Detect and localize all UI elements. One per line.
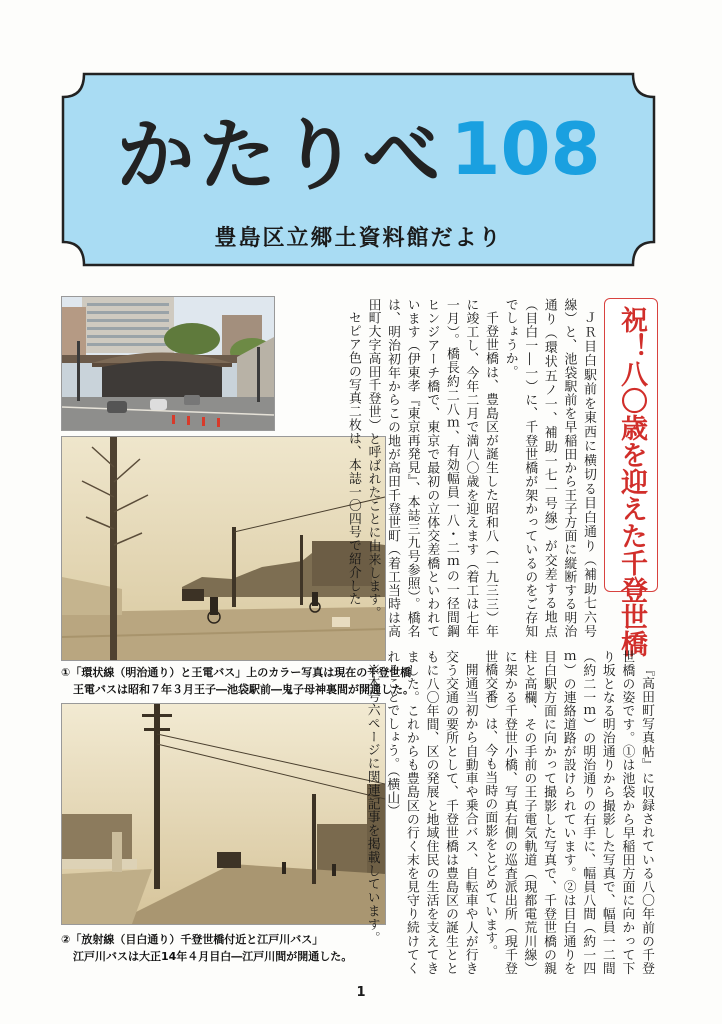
column1-paragraph-1: ＪＲ目白駅前を東西に横切る目白通り（補助七六号線）と、池袋駅前を早稲田から王子方面に縦断する明治通り（環状五ノ一、補助一七一号線）が交差する地点（目白一―一）に、千登世橋が架かっているのをご存知でしょうか。 <box>502 298 596 638</box>
column1-paragraph-3: セピア色の写真二枚は、本誌一〇四号で紹介した <box>345 310 361 606</box>
column2-paragraph-3: ※本号六ページに関連記事を掲載しています。 <box>364 662 380 945</box>
column1-paragraph-2: 千登世橋は、豊島区が誕生した昭和八（一九三三）年に竣工し、今年二月で満八〇歳を迎えます（着工は七年一月）。橋長約二八ｍ、有効幅員一八・二ｍの一径間鋼ヒンジアーチ橋で、東京で最初の立体交差橋といわれています（伊東孝『東京再発見』、本誌三九号参照）。橋名は、明治初年からこの地が高田千登世町（着工当時は高田町大字高田千登世）と呼ばれたことに由来します。 <box>365 298 499 638</box>
column2-paragraph-2: 開通当初から自動車や乗合バス、自転車や人が行き交う交通の要所として、千登世橋は豊島区の誕生とともに八〇年間、区の発展と地域住民の生活を支えてきました。これからも豊島区の行く末を見守り続けてくれることでしょう。（横山） <box>384 650 478 975</box>
newsletter-subtitle: 豊島区立郷土資料館だより <box>214 226 503 251</box>
column2-paragraph-1: 『高田町写真帖』に収録されている八〇年前の千登世橋の姿です。①は池袋から早稲田方面に向かって下り坂となる明治通りから撮影した写真で、幅員一二間（約二一ｍ）の明治通りの右手に、幅員八間（約一四ｍ）の連絡道路が設けられています。②は目白通りを目白駅方面に向かって撮影した写真で、千登世橋の親柱と高欄、その手前の王子電気軌道（現都電荒川線）に架かる千登世小橋、写真右側の巡査派出所（現千登世橋交番）は、今も当時の面影をとどめています。 <box>482 650 654 975</box>
photo1-caption-line2: 王電バスは昭和７年３月王子―池袋駅前―鬼子母神裏間が開通した。 <box>73 683 414 696</box>
photo-hoshasen-edogawa-bus <box>61 703 386 925</box>
article-headline <box>608 306 654 657</box>
masthead <box>60 71 657 268</box>
article-column-2 <box>364 650 656 975</box>
masthead-title-row <box>60 93 657 205</box>
issue-number: 108 <box>450 107 601 191</box>
article-column-1 <box>288 298 598 638</box>
photo1-caption-line1: ①「環状線（明治通り）と王電バス」上のカラー写真は現在の千登世橋 <box>61 666 412 679</box>
photo2-caption-line2: 江戸川バスは大正14年４月目白―江戸川間が開通した。 <box>73 950 353 963</box>
photo2-caption-line1: ②「放射線（目白通り）千登世橋付近と江戸川バス」 <box>61 933 324 946</box>
newsletter-title: かたりべ <box>116 111 445 201</box>
photo-present-day-bridge <box>61 296 275 431</box>
page-number: 1 <box>356 985 366 1000</box>
headline-text: 祝！八〇歳を迎えた千登世橋 <box>616 306 647 657</box>
